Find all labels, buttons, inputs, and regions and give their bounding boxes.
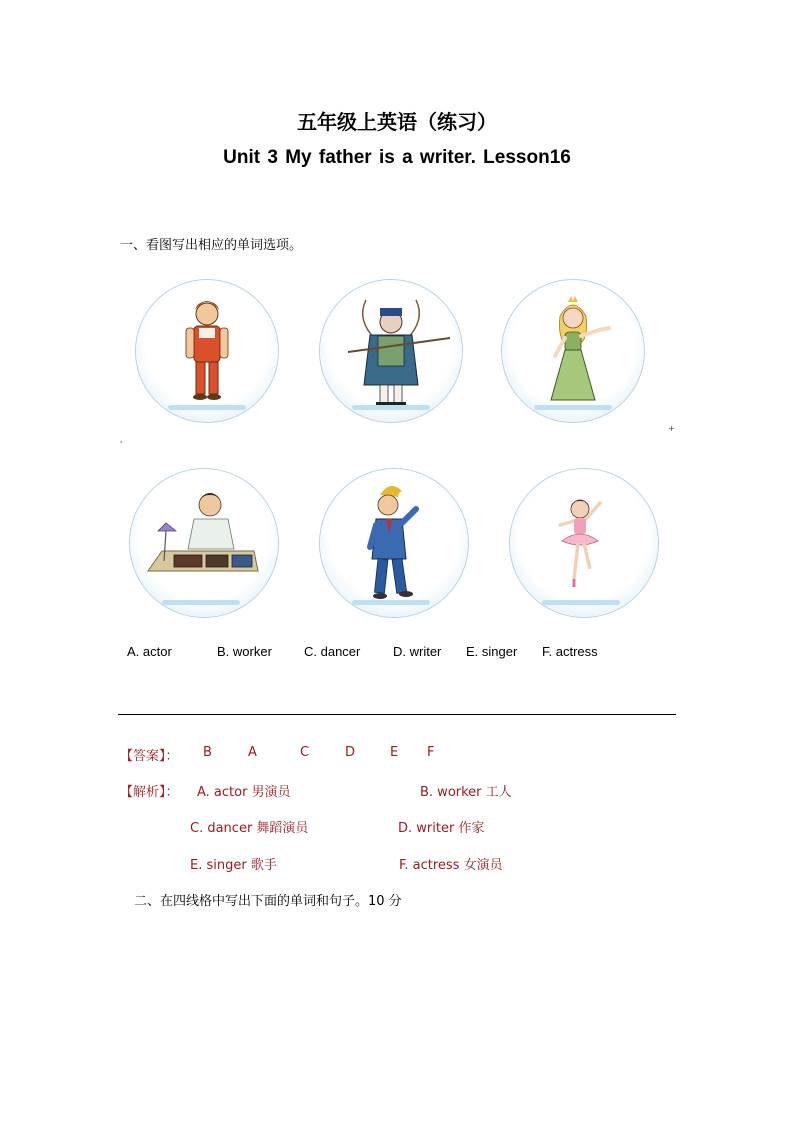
question-2-prompt: 二、在四线格中写出下面的单词和句子。10 分 <box>134 894 402 909</box>
image-writer <box>130 469 278 617</box>
peking-opera-actor-icon <box>320 280 462 422</box>
singer-with-microphone-icon <box>320 469 462 611</box>
worker-man-overalls-icon <box>136 280 278 422</box>
analysis-item: F. actress 女演员 <box>399 858 503 873</box>
analysis-item: E. singer 歌手 <box>190 858 277 873</box>
image-worker <box>136 280 278 422</box>
ballet-dancer-icon <box>510 469 652 611</box>
question-1-prompt: 一、看图写出相应的单词选项。 <box>120 238 303 253</box>
option-b: B. worker <box>217 644 272 659</box>
princess-actress-icon <box>502 280 644 422</box>
analysis-item: B. worker 工人 <box>420 785 512 800</box>
page-subtitle: Unit 3 My father is a writer. Lesson16 <box>223 147 571 168</box>
stray-mark: + <box>668 424 675 433</box>
writer-at-desk-icon <box>130 469 272 611</box>
option-e: E. singer <box>466 644 518 659</box>
option-a: A. actor <box>127 644 172 659</box>
shelf-decoration <box>352 405 430 410</box>
answer-value: C <box>300 745 310 760</box>
answer-value: E <box>390 745 399 760</box>
image-dancer <box>510 469 658 617</box>
shelf-decoration <box>534 405 612 410</box>
analysis-label: 【解析】： <box>120 785 179 800</box>
analysis-item: A. actor 男演员 <box>197 785 291 800</box>
analysis-item: C. dancer 舞蹈演员 <box>190 821 309 836</box>
divider-line <box>118 714 676 715</box>
answer-value: F <box>427 745 435 760</box>
analysis-item: D. writer 作家 <box>398 821 485 836</box>
answer-value: D <box>345 745 356 760</box>
option-c: C. dancer <box>304 644 361 659</box>
shelf-decoration <box>168 405 246 410</box>
shelf-decoration <box>162 600 240 605</box>
image-actress <box>502 280 644 422</box>
shelf-decoration <box>542 600 620 605</box>
stray-mark: ' <box>120 440 123 449</box>
answer-label: 【答案】： <box>120 749 179 764</box>
image-singer <box>320 469 468 617</box>
page-title: 五年级上英语（练习） <box>297 110 497 134</box>
option-f: F. actress <box>542 644 598 659</box>
option-d: D. writer <box>393 644 442 659</box>
answer-value: B <box>203 745 212 760</box>
image-opera-actor <box>320 280 462 422</box>
answer-value: A <box>248 745 257 760</box>
shelf-decoration <box>352 600 430 605</box>
